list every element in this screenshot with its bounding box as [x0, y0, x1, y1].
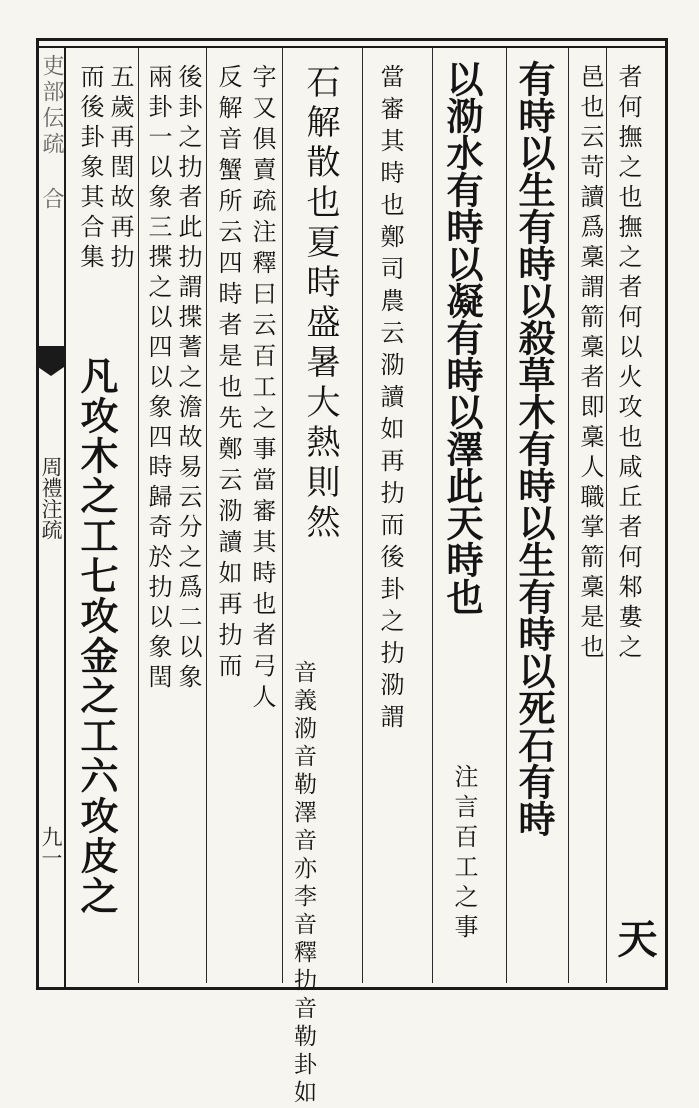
text-column: 當審其時也鄭司農云泐讀如再扐而後卦之扐泐謂: [376, 64, 404, 736]
margin-strip: [36, 48, 66, 988]
text-column: 兩卦一以象三揲之以四以象四時歸奇於扐以象閏: [144, 64, 172, 694]
text-column: 天: [611, 918, 658, 960]
text-column: 音義泐音勒澤音亦李音釋扐音勒卦如: [290, 660, 316, 1108]
main-text-column: 凡攻木之工七攻金之工六攻皮之: [74, 356, 119, 916]
series-mark: 吏部伝疏 合: [39, 54, 64, 213]
main-text-column: 有時以生有時以殺草木有時以生有時以死石有時: [512, 60, 556, 837]
text-column: 邑也云苛讀爲稾謂箭稾者即稾人職掌箭稾是也: [576, 64, 604, 664]
text-column: 注言百工之事: [450, 764, 478, 944]
text-column: 而後卦象其合集: [76, 64, 104, 274]
page-number: 九一: [39, 826, 63, 868]
main-text-column: 以泐水有時以凝有時以澤此天時也: [440, 60, 484, 615]
column-divider: [432, 48, 433, 983]
column-divider: [568, 48, 569, 983]
text-column: 者何撫之也撫之者何以火攻也咸丘者何邾婁之: [614, 64, 642, 664]
top-rule: [36, 46, 668, 48]
column-divider: [362, 48, 363, 983]
column-divider: [206, 48, 207, 983]
text-column: 字又俱賣疏注釋曰云百工之事當審其時也者弓人: [248, 64, 276, 715]
fishtail-mark: [38, 346, 64, 376]
text-column: 五歲再閏故再扐: [106, 64, 134, 274]
text-column: 後卦之扐者此扐謂揲蓍之澹故易云分之爲二以象: [174, 64, 202, 694]
column-divider: [282, 48, 283, 983]
book-title: 周禮注疏: [39, 456, 63, 540]
text-column: 石解散也夏時盛暑大熱則然: [300, 64, 340, 544]
text-column: 反解音蟹所云四時者是也先鄭云泐讀如再扐而: [214, 64, 242, 684]
column-divider: [138, 48, 139, 983]
column-divider: [506, 48, 507, 983]
